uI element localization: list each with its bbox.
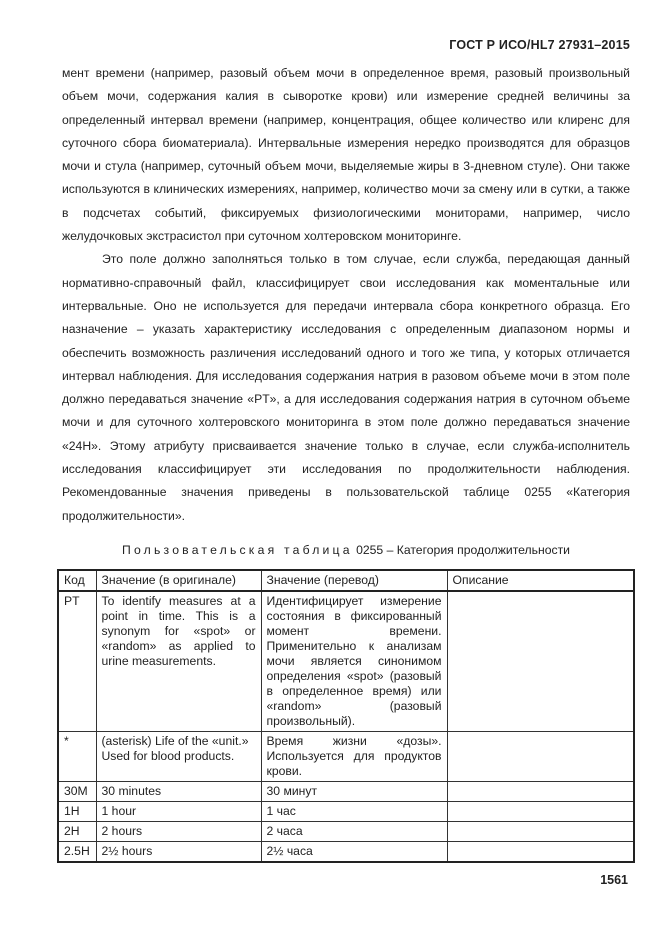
cell-code: 2H (58, 822, 96, 842)
cell-description (447, 782, 634, 802)
cell-original: To identify measures at a point in time. This is a synonym for «spot» or «random» as applied to urine measurements. (96, 591, 261, 732)
cell-translation: Идентифицирует измерение состояния в фиксированный момент времени. Применительно к анализам мочи является синонимом определения «spot» (разовый в определенное время) или «random» (разовый произвольный). (261, 591, 447, 732)
paragraph-continuation: мент времени (например, разовый объем мочи в определенное время, разовый произвольный объем мочи, содержания калия в сыворотке крови) или измерение средней величины за определенный интервал времени (например, концентрация, общее количество или клиренс для суточного сбора биоматериала). Интервальные измерения нередко производятся для образцов мочи и стула (например, суточный объем мочи, выделяемые жиры в 3-дневном стуле). Они также используются в клинических измерениях, например, количество мочи за смену или в сутки, а также в подсчетах событий, фиксируемых физиологическими мониторами, например, число желудочковых экстрасистол при суточном холтеровском мониторинге. (62, 66, 630, 244)
cell-code: * (58, 732, 96, 782)
table-row (58, 591, 634, 732)
paragraph-field-usage: Это поле должно заполняться только в том случае, если служба, передающая данный нормативно-справочный файл, классифицирует свои исследования как моментальные или интервальные. Оно не используется для передачи интервала сбора конкретного образца. Его назначение – указать характеристику исследования с определенным диапазоном нормы и обеспечить возможность различения исследований одного и того же типа, у которых отличается интервал наблюдения. Для исследования содержания натрия в разовом объеме мочи в этом поле должно передаваться значение «PT», а для исследования содержания натрия в суточном объеме мочи и для суточного холтеровского мониторинга в этом поле должно передаваться значение «24H». Этому атрибуту присваивается значение только в случае, если служба-исполнитель исследования классифицирует эти исследования по продолжительности наблюдения. Рекомендованные значения приведены в пользовательской таблице 0255 «Категория продолжительности». (62, 252, 630, 523)
cell-translation: 1 час (261, 802, 447, 822)
cell-description (447, 591, 634, 732)
cell-code: PT (58, 591, 96, 732)
body-text (62, 62, 630, 528)
table-row (58, 822, 634, 842)
cell-description (447, 732, 634, 782)
cell-translation: Время жизни «дозы». Используется для продуктов крови. (261, 732, 447, 782)
cell-description (447, 822, 634, 842)
cell-translation: 2½ часа (261, 842, 447, 863)
table-row (58, 732, 634, 782)
header-original-value: Значение (в оригинале) (96, 570, 261, 591)
table-caption-title: 0255 – Категория продолжительности (356, 543, 570, 557)
cell-translation: 2 часа (261, 822, 447, 842)
table-row (58, 802, 634, 822)
cell-description (447, 842, 634, 863)
cell-code: 1H (58, 802, 96, 822)
header-description: Описание (447, 570, 634, 591)
header-translated-value: Значение (перевод) (261, 570, 447, 591)
table-header-row (58, 570, 634, 591)
cell-code: 30M (58, 782, 96, 802)
cell-original: 1 hour (96, 802, 261, 822)
cell-original: (asterisk) Life of the «unit.» Used for blood products. (96, 732, 261, 782)
cell-original: 30 minutes (96, 782, 261, 802)
cell-description (447, 802, 634, 822)
cell-original: 2 hours (96, 822, 261, 842)
header-code: Код (58, 570, 96, 591)
duration-category-table (57, 569, 635, 863)
table-row (58, 782, 634, 802)
cell-code: 2.5H (58, 842, 96, 863)
cell-translation: 30 минут (261, 782, 447, 802)
page-number: 1561 (600, 873, 628, 887)
cell-original: 2½ hours (96, 842, 261, 863)
table-row (58, 842, 634, 863)
table-caption (62, 543, 630, 557)
document-header: ГОСТ Р ИСО/HL7 27931–2015 (449, 38, 630, 52)
table-caption-label: Пользовательская таблица (122, 543, 353, 557)
